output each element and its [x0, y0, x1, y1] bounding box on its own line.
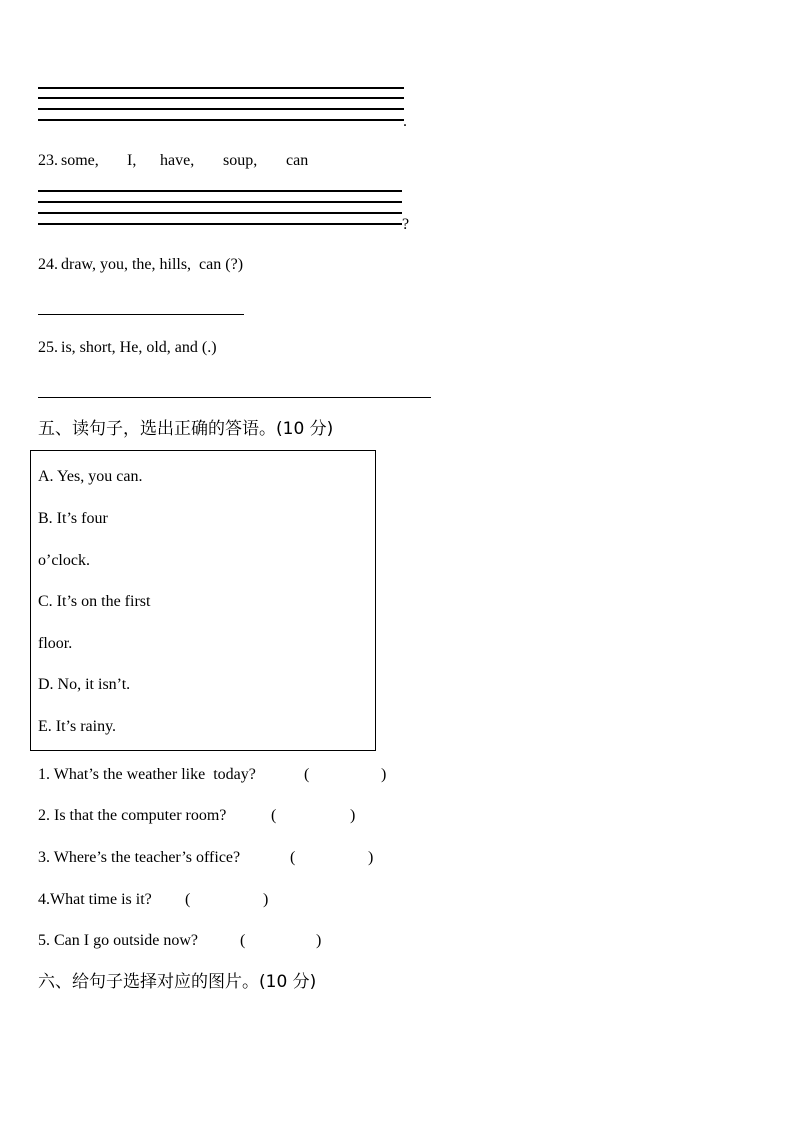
q22-line-1 [38, 87, 404, 89]
option-b-continued: o’clock. [38, 552, 90, 569]
question-4-text: 4.What time is it? [38, 891, 152, 908]
q25-number: 25. [38, 339, 58, 356]
question-2-open-paren: ( [271, 807, 277, 824]
question-5-close-paren: ) [316, 932, 322, 949]
q22-line-3 [38, 108, 404, 110]
option-c: C. It’s on the first [38, 593, 151, 610]
question-3-close-paren: ) [368, 849, 374, 866]
q23-word-3: have, [160, 152, 195, 169]
question-2-close-paren: ) [350, 807, 356, 824]
q23-line-3 [38, 212, 402, 214]
option-b: B. It’s four [38, 510, 108, 527]
q24-words: draw, you, the, hills, can (?) [61, 256, 244, 273]
section6-title: 六、给句子选择对应的图片。(10 分) [38, 972, 317, 992]
option-e: E. It’s rainy. [38, 718, 117, 735]
question-2-answer-blank[interactable] [283, 806, 345, 826]
question-4-close-paren: ) [263, 891, 269, 908]
q23-end-mark: ? [402, 216, 410, 233]
q23-word-2: I, [127, 152, 137, 169]
q24-number: 24. [38, 256, 58, 273]
q22-line-2 [38, 97, 404, 99]
q23-word-4: soup, [223, 152, 258, 169]
q24-answer-line[interactable] [38, 314, 244, 315]
option-a: A. Yes, you can. [38, 468, 143, 485]
q23-word-1: some, [61, 152, 99, 169]
question-1-answer-blank[interactable] [316, 765, 378, 785]
q23-line-4 [38, 223, 402, 225]
q23-word-5: can [286, 152, 309, 169]
q25-words: is, short, He, old, and (.) [61, 339, 217, 356]
question-5-text: 5. Can I go outside now? [38, 932, 198, 949]
question-5-answer-blank[interactable] [252, 931, 314, 951]
q23-line-2 [38, 201, 402, 203]
question-5-open-paren: ( [240, 932, 246, 949]
question-1-close-paren: ) [381, 766, 387, 783]
option-c-continued: floor. [38, 635, 73, 652]
q23-line-1 [38, 190, 402, 192]
option-d: D. No, it isn’t. [38, 676, 131, 693]
question-3-text: 3. Where’s the teacher’s office? [38, 849, 241, 866]
question-3-open-paren: ( [290, 849, 296, 866]
question-1-open-paren: ( [304, 766, 310, 783]
q22-line-4 [38, 119, 404, 121]
question-1-text: 1. What’s the weather like today? [38, 766, 256, 783]
question-4-open-paren: ( [185, 891, 191, 908]
question-3-answer-blank[interactable] [302, 848, 364, 868]
question-4-answer-blank[interactable] [197, 890, 259, 910]
question-2-text: 2. Is that the computer room? [38, 807, 227, 824]
section5-title: 五、读句子，选出正确的答语。(10 分) [38, 419, 334, 439]
q25-answer-line[interactable] [38, 397, 431, 398]
q22-end-mark: . [403, 113, 407, 130]
q23-number: 23. [38, 152, 58, 169]
